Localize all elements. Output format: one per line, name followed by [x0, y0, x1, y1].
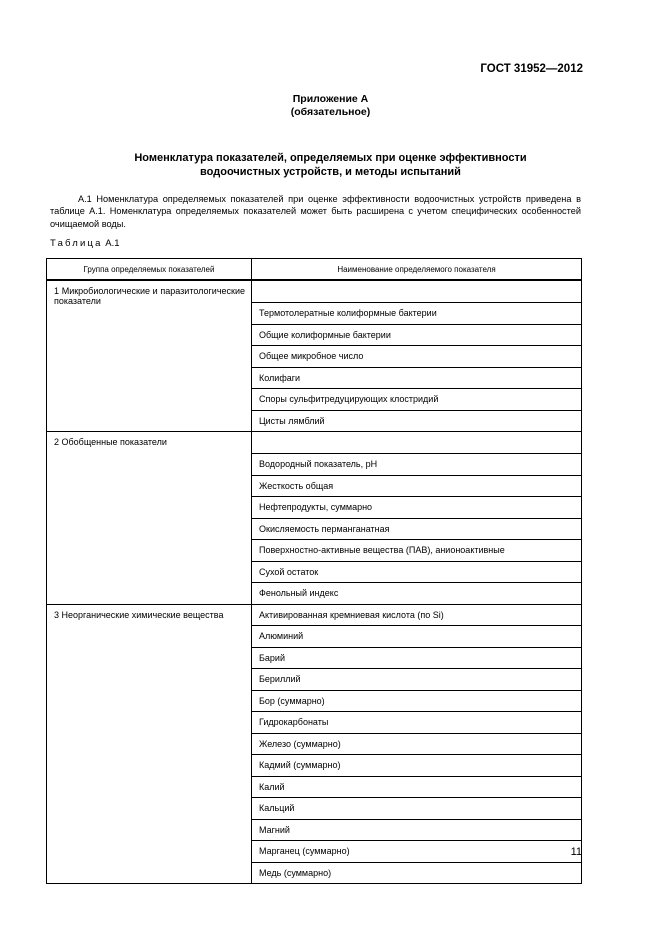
indicator-name: Общее микробное число [252, 346, 582, 368]
indicator-name: Барий [252, 647, 582, 669]
indicator-name: Железо (суммарно) [252, 733, 582, 755]
table-caption-number: А.1 [105, 238, 120, 249]
appendix-header [0, 93, 661, 119]
group-name: 2 Обобщенные показатели [47, 432, 252, 605]
section-heading-line-2: водоочистных устройств, и методы испытаний [200, 165, 461, 178]
indicator-name: Споры сульфитредуцирующих клостридий [252, 389, 582, 411]
indicator-name: Бериллий [252, 669, 582, 691]
appendix-status: (обязательное) [290, 106, 371, 118]
indicators-table [46, 258, 582, 884]
appendix-title: Приложение А [292, 93, 369, 105]
table-row [47, 280, 582, 303]
indicator-name: Сухой остаток [252, 561, 582, 583]
table-row [47, 432, 582, 454]
section-heading-line-1: Номенклатура показателей, определяемых при оценке эффективности [134, 152, 527, 164]
section-heading [0, 152, 661, 179]
indicator-name: Активированная кремниевая кислота (по Si) [252, 604, 582, 626]
header-indicator: Наименование определяемого показателя [252, 259, 582, 281]
indicator-name: Гидрокарбонаты [252, 712, 582, 734]
table-header-row [47, 259, 582, 281]
indicator-name: Фенольный индекс [252, 583, 582, 605]
page-number: 11 [570, 846, 582, 858]
indicator-name: Кадмий (суммарно) [252, 755, 582, 777]
indicator-name: Нефтепродукты, суммарно [252, 497, 582, 519]
indicator-name: Медь (суммарно) [252, 862, 582, 884]
indicator-name: Окисляемость перманганатная [252, 518, 582, 540]
indicator-name: Поверхностно-активные вещества (ПАВ), анионоактивные [252, 540, 582, 562]
indicator-name: Магний [252, 819, 582, 841]
indicator-name: Марганец (суммарно) [252, 841, 582, 863]
indicator-name: Кальций [252, 798, 582, 820]
document-number: ГОСТ 31952—2012 [480, 63, 583, 75]
group-name: 1 Микробиологические и паразитологические показатели [47, 280, 252, 432]
indicator-name: Цисты лямблий [252, 410, 582, 432]
indicator-name: Колифаги [252, 367, 582, 389]
group-name: 3 Неорганические химические вещества [47, 604, 252, 884]
header-group: Группа определяемых показателей [47, 259, 252, 281]
intro-paragraph: А.1 Номенклатура определяемых показателей при оценке эффективности водоочистных устройств приведена в таблице А.1. Номенклатура определяемых показателей может быть расширена с учетом специфических особенностей очищаемой воды. [50, 194, 581, 229]
table-caption [50, 238, 120, 249]
indicator-name: Термотолератные колиформные бактерии [252, 303, 582, 325]
table-row [47, 604, 582, 626]
indicator-cell-empty [252, 280, 582, 303]
indicator-cell-empty [252, 432, 582, 454]
indicator-name: Общие колиформные бактерии [252, 324, 582, 346]
indicator-name: Жесткость общая [252, 475, 582, 497]
indicator-name: Водородный показатель, pH [252, 454, 582, 476]
table-caption-word: Таблица [50, 238, 103, 249]
indicator-name: Бор (суммарно) [252, 690, 582, 712]
indicator-name: Алюминий [252, 626, 582, 648]
indicator-name: Калий [252, 776, 582, 798]
